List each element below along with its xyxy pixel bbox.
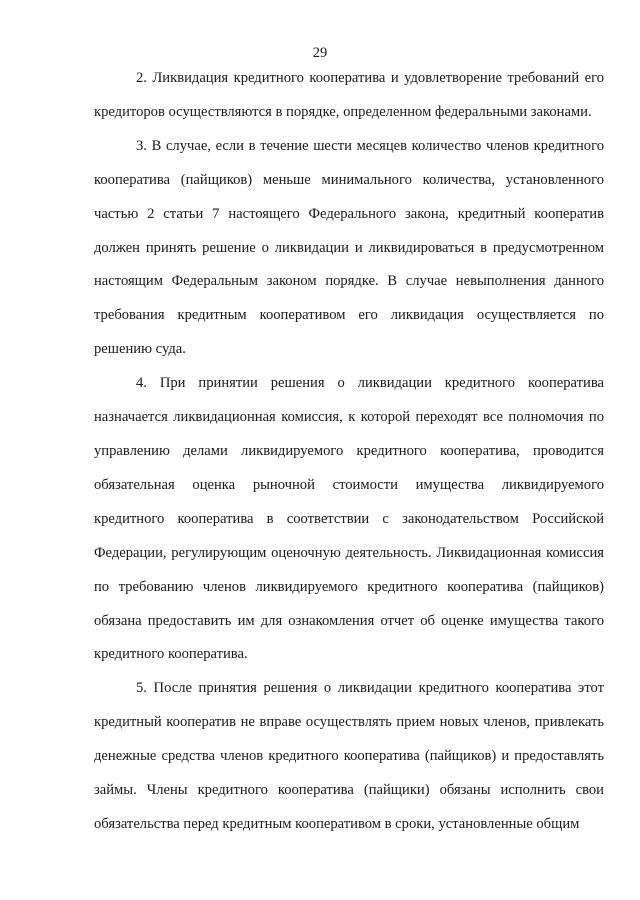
paragraph-2: 2. Ликвидация кредитного кооператива и удовлетворение требований его кредиторов осуществляются в порядке, определенном федеральными законами.: [94, 70, 604, 120]
paragraph-3: 3. В случае, если в течение шести месяцев количество членов кредитного кооператива (пайщиков) меньше минимального количества, установленного частью 2 статьи 7 настоящего Федерального закона, кредитный кооператив должен принять решение о ликвидации и ликвидироваться в предусмотренном настоящим Федеральным законом порядке. В случае невыполнения данного требования кредитным кооперативом его ликвидация осуществляется по решению суда.: [94, 137, 604, 358]
paragraph-5: 5. После принятия решения о ликвидации кредитного кооператива этот кредитный кооператив не вправе осуществлять прием новых членов, привлекать денежные средства членов кредитного кооператива (пайщиков) и предоставлять займы. Члены кредитного кооператива (пайщики) обязаны исполнить свои обязательства перед кредитным кооперативом в сроки, установленные общим: [94, 680, 604, 832]
document-body: [94, 62, 604, 842]
paragraph-4: 4. При принятии решения о ликвидации кредитного кооператива назначается ликвидационная комиссия, к которой переходят все полномочия по управлению делами ликвидируемого кредитного кооператива, проводится обязательная оценка рыночной стоимости имущества ликвидируемого кредитного кооператива в соответствии с законодательством Российской Федерации, регулирующим оценочную деятельность. Ликвидационная комиссия по требованию членов ликвидируемого кредитного кооператива (пайщиков) обязана предоставить им для ознакомления отчет об оценке имущества такого кредитного кооператива.: [94, 375, 604, 663]
page-number: 29: [312, 45, 328, 61]
